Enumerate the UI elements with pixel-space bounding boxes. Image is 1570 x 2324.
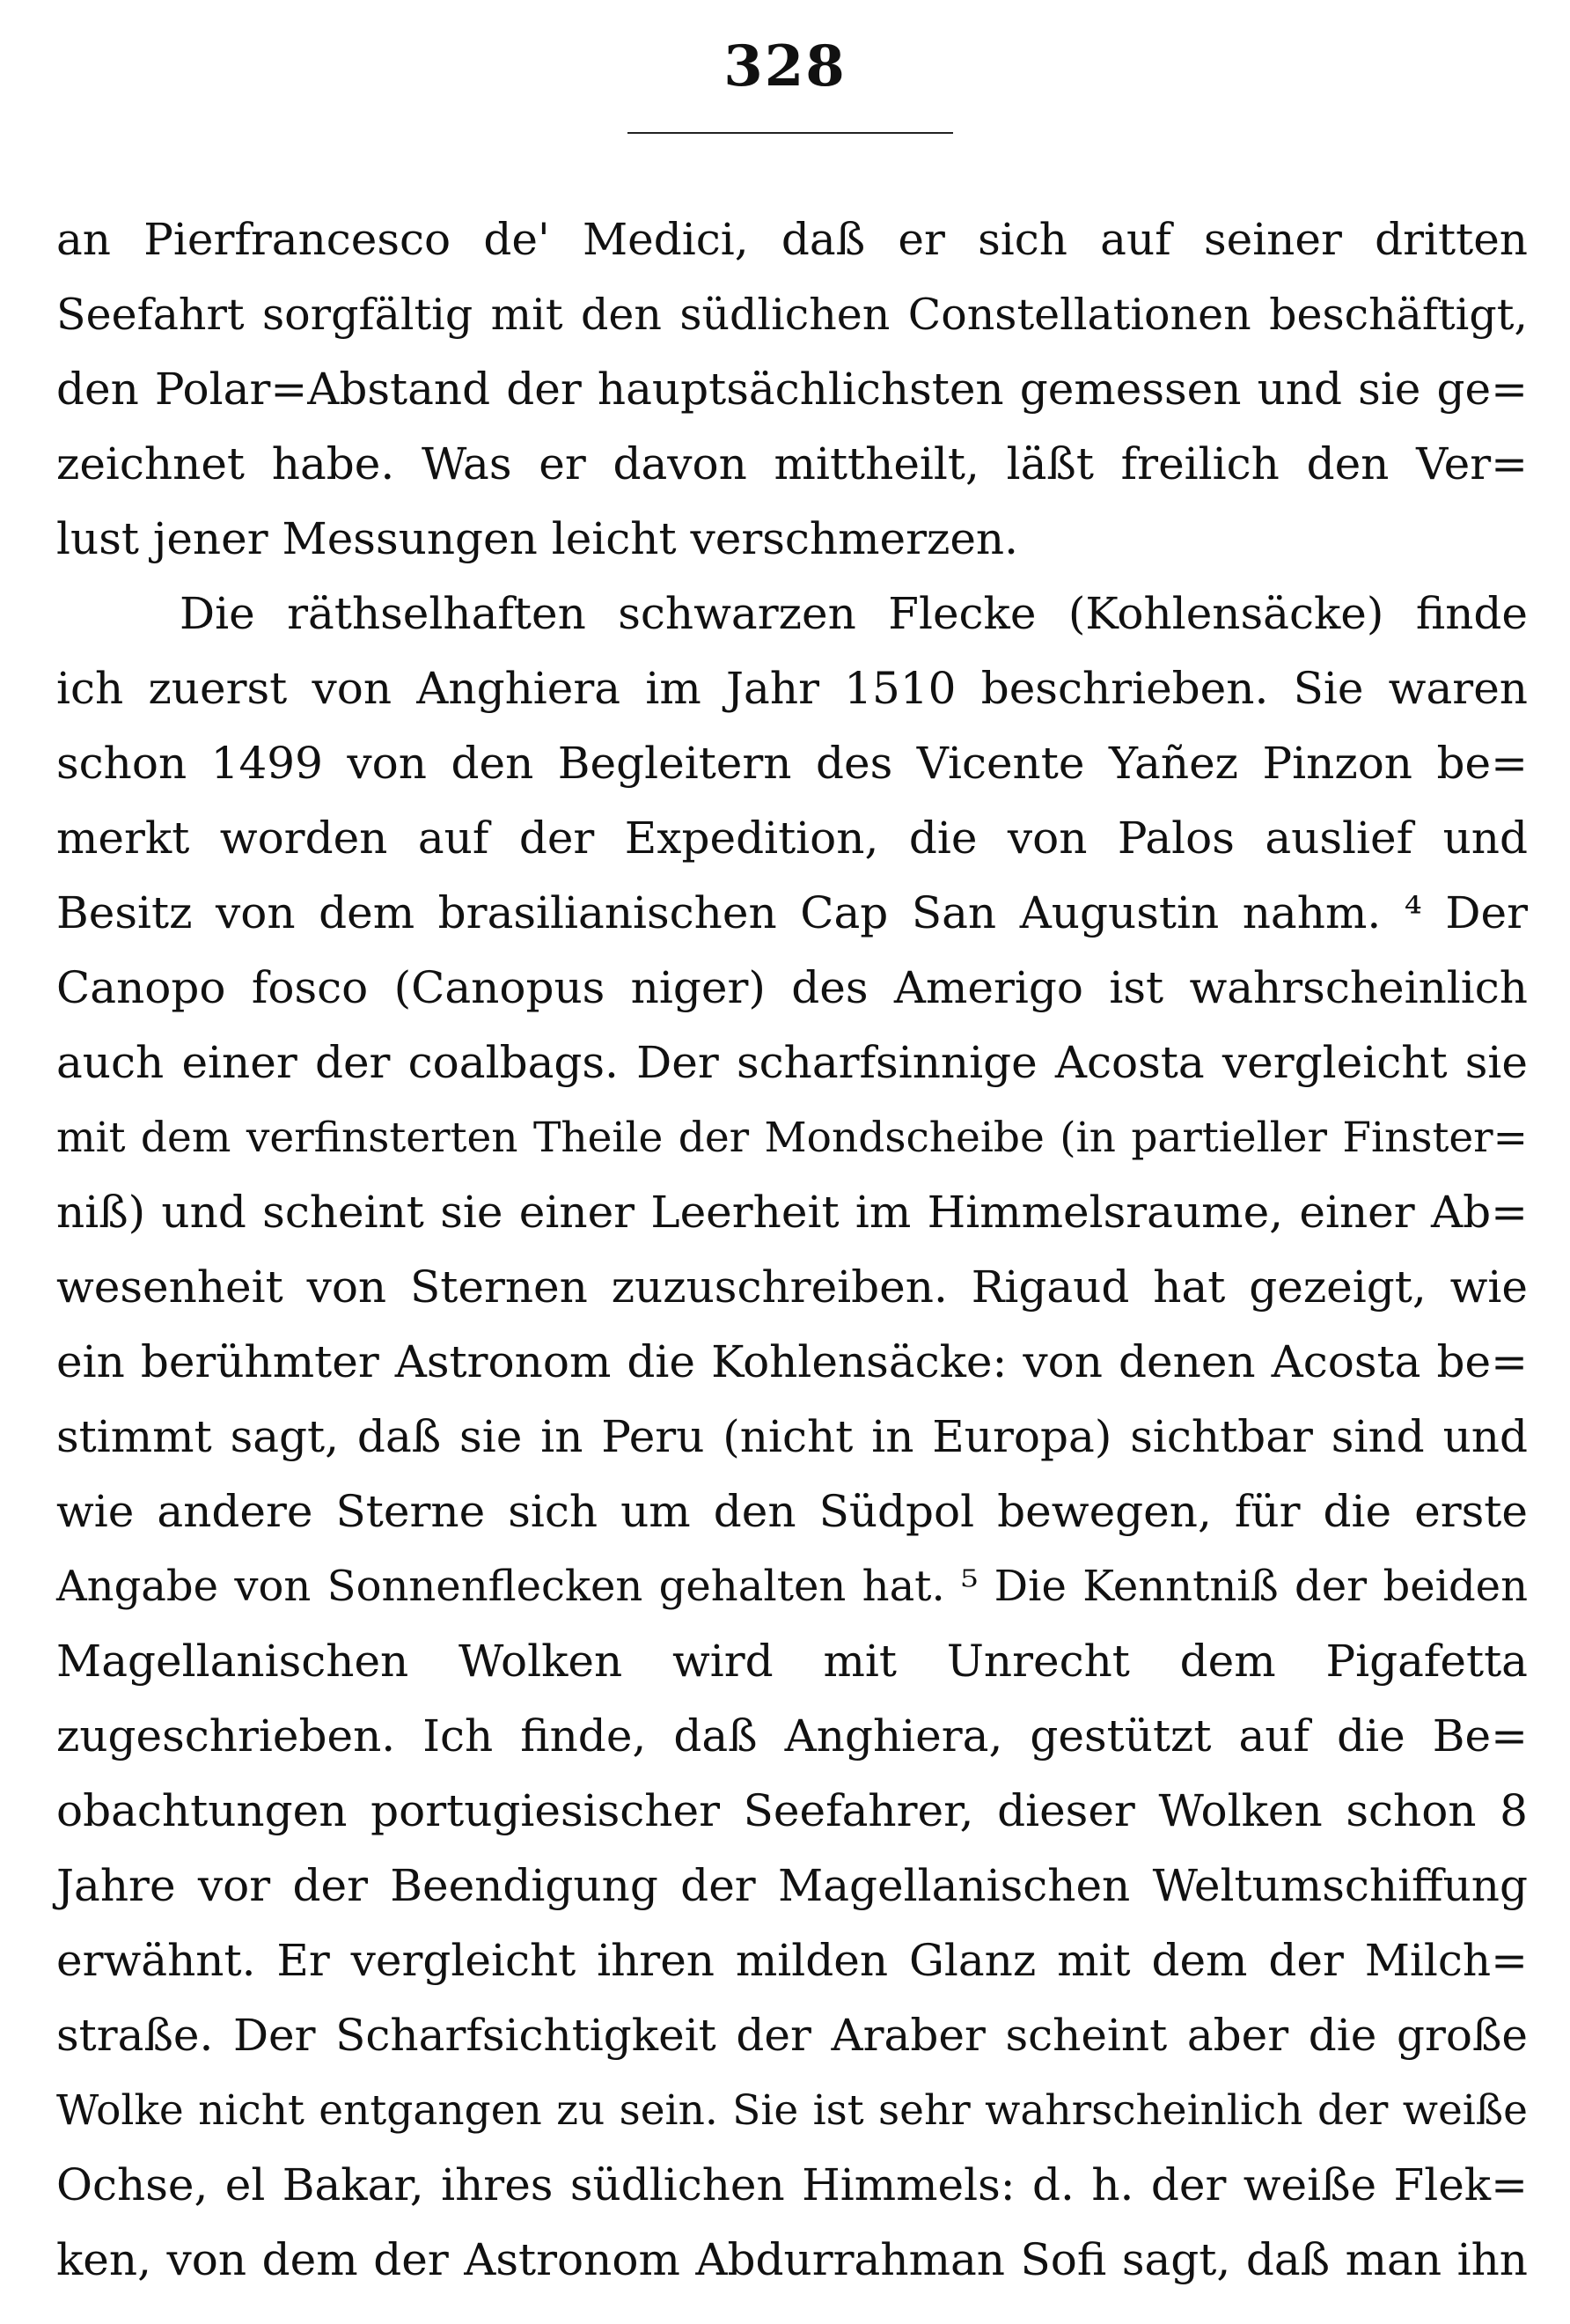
page-number: 328 bbox=[723, 33, 847, 99]
text-line: merkt worden auf der Expedition, die von Palos auslief und bbox=[56, 813, 1528, 864]
text-line: wie andere Sterne sich um den Südpol bewegen, für die erste bbox=[56, 1486, 1528, 1537]
text-line: Angabe von Sonnenflecken gehalten hat. ⁵ Die Kenntniß der beiden bbox=[56, 1562, 1528, 1611]
text-line: Magellanischen Wolken wird mit Unrecht dem Pigafetta bbox=[56, 1636, 1528, 1687]
text-line: straße. Der Scharfsichtigkeit der Araber scheint aber die große bbox=[56, 2010, 1528, 2061]
text-line: Die räthselhaften schwarzen Flecke (Kohlensäcke) finde bbox=[180, 588, 1528, 639]
text-line: auch einer der coalbags. Der scharfsinnige Acosta vergleicht sie bbox=[56, 1037, 1528, 1088]
text-line: Ochse, el Bakar, ihres südlichen Himmels: d. h. der weiße Flek= bbox=[56, 2159, 1528, 2210]
text-line: erwähnt. Er vergleicht ihren milden Glanz mit dem der Milch= bbox=[56, 1935, 1528, 1986]
text-line: Besitz von dem brasilianischen Cap San Augustin nahm. ⁴ Der bbox=[56, 887, 1528, 938]
text-line: ich zuerst von Anghiera im Jahr 1510 beschrieben. Sie waren bbox=[56, 663, 1528, 714]
text-line: mit dem verfinsterten Theile der Mondscheibe (in partieller Finster= bbox=[56, 1114, 1528, 1162]
text-line: zeichnet habe. Was er davon mittheilt, läßt freilich den Ver= bbox=[56, 438, 1528, 489]
text-line: Seefahrt sorgfältig mit den südlichen Constellationen beschäftigt, bbox=[56, 290, 1528, 340]
text-line: wesenheit von Sternen zuzuschreiben. Rigaud hat gezeigt, wie bbox=[56, 1261, 1528, 1313]
text-line: Jahre vor der Beendigung der Magellanischen Weltumschiffung bbox=[56, 1860, 1528, 1911]
text-line: schon 1499 von den Begleitern des Vicente Yañez Pinzon be= bbox=[56, 738, 1528, 789]
text-line: zugeschrieben. Ich finde, daß Anghiera, gestützt auf die Be= bbox=[56, 1710, 1528, 1761]
text-line: an Pierfrancesco de' Medici, daß er sich auf seiner dritten bbox=[56, 214, 1528, 265]
header-rule bbox=[627, 132, 953, 134]
text-line: niß) und scheint sie einer Leerheit im Himmelsraume, einer Ab= bbox=[56, 1187, 1528, 1238]
text-line: ken, von dem der Astronom Abdurrahman Sofi sagt, daß man ihn bbox=[56, 2234, 1528, 2285]
text-line: stimmt sagt, daß sie in Peru (nicht in Europa) sichtbar sind und bbox=[56, 1411, 1528, 1462]
body-text bbox=[56, 202, 1528, 2298]
text-line: obachtungen portugiesischer Seefahrer, dieser Wolken schon 8 bbox=[56, 1785, 1528, 1836]
text-line: den Polar=Abstand der hauptsächlichsten gemessen und sie ge= bbox=[56, 364, 1528, 415]
text-line: Wolke nicht entgangen zu sein. Sie ist sehr wahrscheinlich der weiße bbox=[56, 2086, 1528, 2135]
text-line: lust jener Messungen leicht verschmerzen. bbox=[56, 513, 1019, 564]
text-line: Canopo fosco (Canopus niger) des Amerigo ist wahrscheinlich bbox=[56, 962, 1528, 1013]
text-line: ein berühmter Astronom die Kohlensäcke: von denen Acosta be= bbox=[56, 1336, 1528, 1387]
